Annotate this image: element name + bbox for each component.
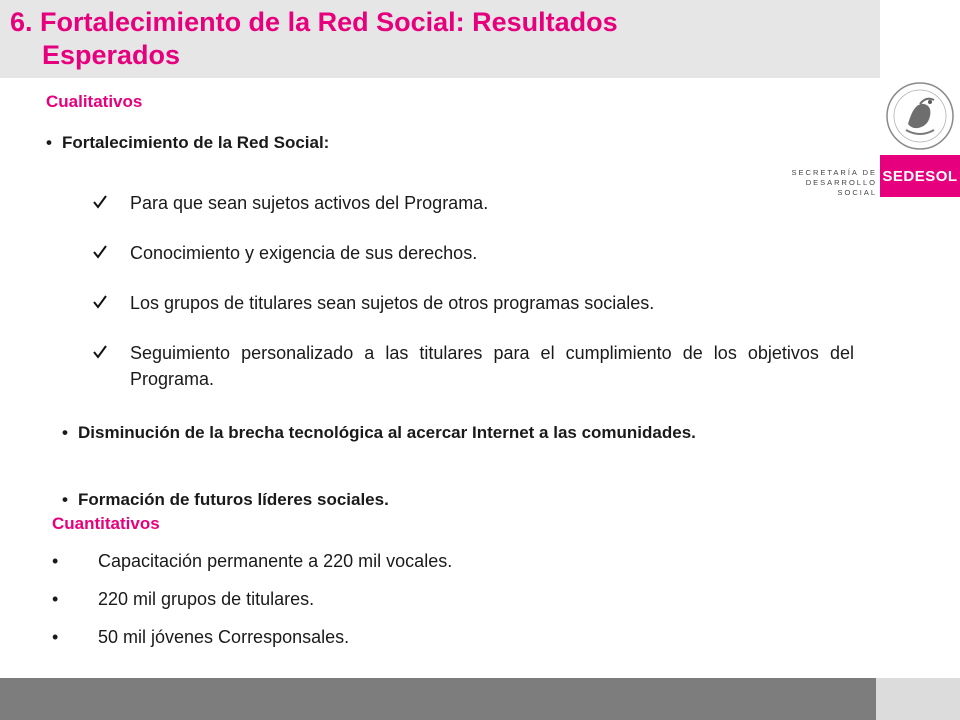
bullet-dot: • bbox=[62, 423, 68, 442]
bullet-brecha-text: Disminución de la brecha tecnológica al acercar Internet a las comunidades. bbox=[78, 423, 696, 442]
bullet-fortalecimiento bbox=[46, 133, 329, 153]
bullet-dot: • bbox=[52, 627, 59, 647]
quant-item-text: 220 mil grupos de titulares. bbox=[98, 589, 315, 609]
check-item bbox=[92, 190, 854, 216]
quant-list bbox=[52, 548, 452, 662]
bullet-brecha bbox=[62, 420, 802, 446]
cualitativos-heading: Cualitativos bbox=[46, 92, 143, 111]
checkmark-icon bbox=[92, 244, 108, 260]
mexican-eagle-seal-icon bbox=[884, 80, 956, 152]
checkmark-icon bbox=[92, 294, 108, 310]
quant-item-text: 50 mil jóvenes Corresponsales. bbox=[98, 627, 350, 647]
slide-title-line1: 6. Fortalecimiento de la Red Social: Resultados bbox=[10, 7, 618, 37]
cuantitativos-heading: Cuantitativos bbox=[52, 514, 160, 533]
secretaria-line2: DESARROLLO SOCIAL bbox=[805, 178, 877, 197]
bullet-fortalecimiento-text: Fortalecimiento de la Red Social: bbox=[62, 133, 330, 152]
footer-band bbox=[0, 678, 876, 720]
bullet-dot: • bbox=[62, 490, 68, 509]
check-list bbox=[92, 190, 854, 392]
check-item bbox=[92, 340, 854, 392]
quant-item-text: Capacitación permanente a 220 mil vocales. bbox=[98, 551, 453, 571]
sedesol-logo: SEDESOL bbox=[880, 155, 960, 197]
slide-title-line2: Esperados bbox=[42, 40, 181, 70]
check-item bbox=[92, 290, 854, 316]
quant-item bbox=[52, 548, 452, 574]
bullet-dot: • bbox=[52, 551, 59, 571]
footer-corner bbox=[876, 678, 960, 720]
check-item-text: Para que sean sujetos activos del Programa. bbox=[130, 193, 489, 213]
bullet-dot: • bbox=[52, 589, 59, 609]
checkmark-icon bbox=[92, 344, 108, 360]
quant-item bbox=[52, 624, 452, 650]
check-item-text: Conocimiento y exigencia de sus derechos. bbox=[130, 243, 478, 263]
check-item-text: Los grupos de titulares sean sujetos de otros programas sociales. bbox=[130, 293, 655, 313]
bullet-dot: • bbox=[46, 133, 52, 152]
check-item-text: Seguimiento personalizado a las titulares para el cumplimiento de los objetivos del Programa. bbox=[130, 343, 854, 389]
quant-item bbox=[52, 586, 452, 612]
slide-title bbox=[10, 6, 860, 72]
bullet-lideres bbox=[62, 490, 389, 510]
checkmark-icon bbox=[92, 194, 108, 210]
bullet-lideres-text: Formación de futuros líderes sociales. bbox=[78, 490, 389, 509]
check-item bbox=[92, 240, 854, 266]
secretaria-line1: SECRETARÍA DE bbox=[791, 168, 877, 177]
